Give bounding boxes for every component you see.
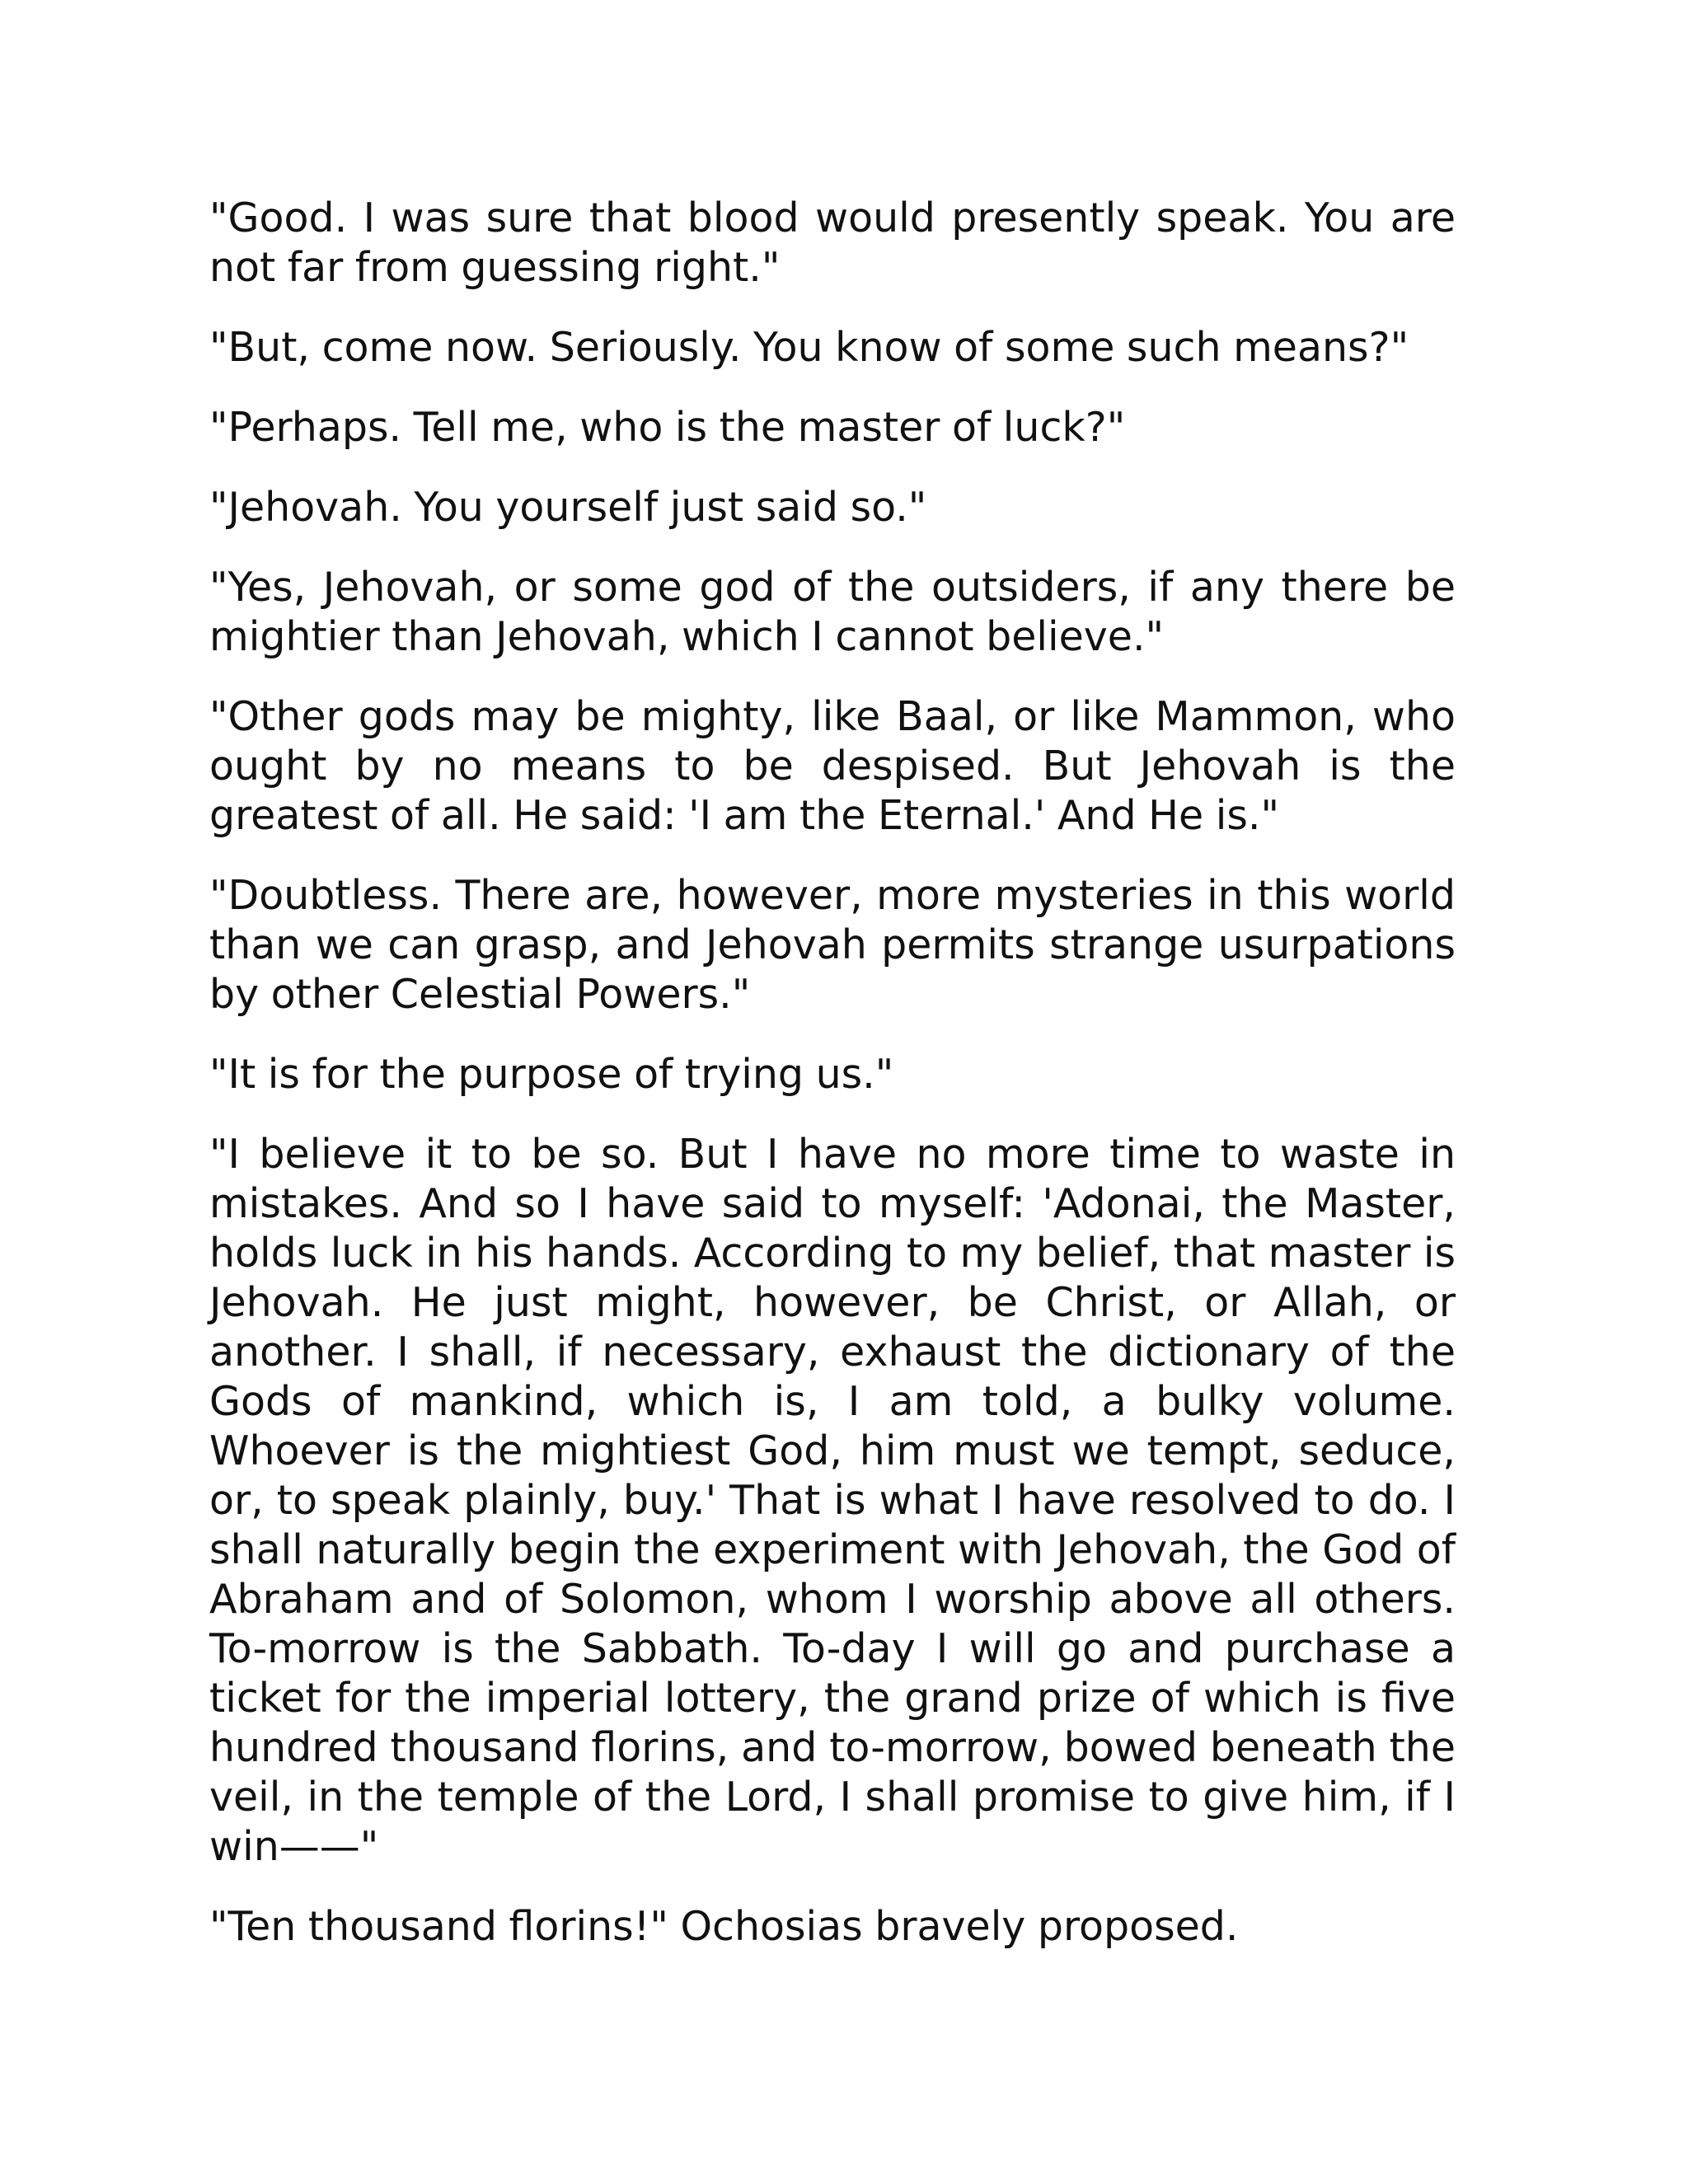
page-text: [209, 194, 1456, 1982]
paragraph: "Doubtless. There are, however, more mysteries in this world than we can grasp, and Jehovah permits strange usurpations by other Celestial Powers.": [209, 872, 1456, 1018]
paragraph: "It is for the purpose of trying us.": [209, 1051, 894, 1098]
paragraph: "Jehovah. You yourself just said so.": [209, 484, 927, 531]
paragraph: "Other gods may be mighty, like Baal, or like Mammon, who ought by no means to be despised. But Jehovah is the greatest of all. He said: 'I am the Eternal.' And He is.": [209, 693, 1456, 839]
paragraph: "Ten thousand florins!" Ochosias bravely proposed.: [209, 1903, 1239, 1950]
paragraph: "Good. I was sure that blood would presently speak. You are not far from guessing right.": [209, 194, 1456, 291]
paragraph: "Yes, Jehovah, or some god of the outsiders, if any there be mightier than Jehovah, which I cannot believe.": [209, 564, 1456, 660]
paragraph: "Perhaps. Tell me, who is the master of luck?": [209, 404, 1126, 451]
paragraph: "But, come now. Seriously. You know of some such means?": [209, 324, 1409, 371]
paragraph: "I believe it to be so. But I have no more time to waste in mistakes. And so I have said to myself: 'Adonai, the Master, holds luck in his hands. According to my belief, that master is Jehovah. He just might, however, be Christ, or Allah, or another. I shall, if necessary, exhaust the dictionary of the Gods of mankind, which is, I am told, a bulky volume. Whoever is the mightiest God, him must we tempt, seduce, or, to speak plainly, buy.' That is what I have resolved to do. I shall naturally begin the experiment with Jehovah, the God of Abraham and of Solomon, whom I worship above all others. To-morrow is the Sabbath. To-day I will go and purchase a ticket for the imperial lottery, the grand prize of which is five hundred thousand florins, and to-morrow, bowed beneath the veil, in the temple of the Lord, I shall promise to give him, if I win——": [209, 1131, 1456, 1870]
